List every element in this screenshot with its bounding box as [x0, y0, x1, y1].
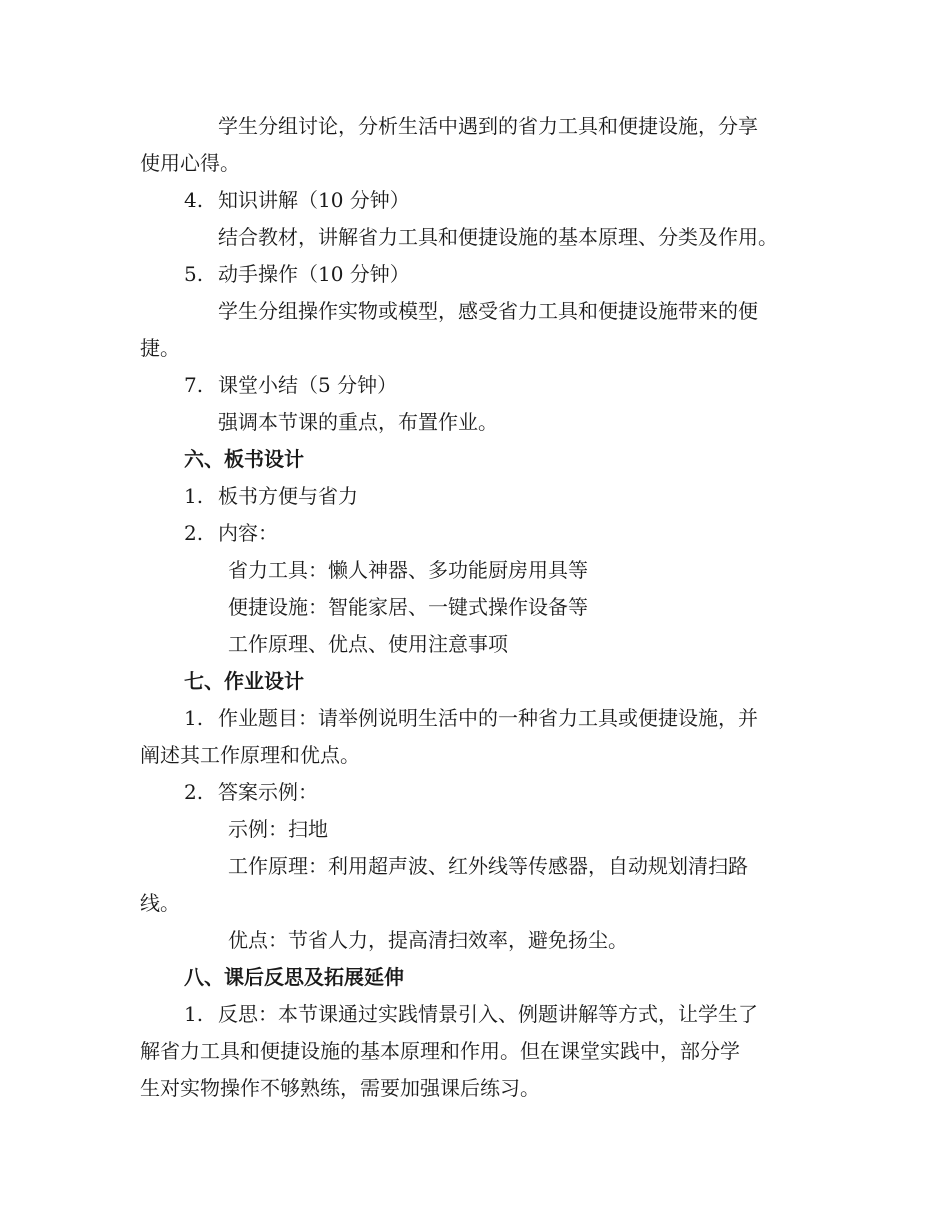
list-item-title: 板书方便与省力 — [218, 484, 358, 508]
paragraph-line — [0, 145, 950, 182]
body-text: 线。 — [140, 891, 180, 915]
body-text: 阐述其工作原理和优点。 — [140, 743, 360, 767]
body-text: 捷。 — [140, 336, 180, 360]
paragraph-line — [0, 626, 950, 663]
body-text: 优点：节省人力，提高清扫效率，避免扬尘。 — [228, 928, 628, 952]
list-item-title: 动手操作（10 分钟） — [218, 262, 410, 286]
list-item — [0, 182, 950, 219]
list-item — [0, 996, 950, 1033]
list-number: 1. — [184, 1002, 204, 1026]
body-text: 省力工具：懒人神器、多功能厨房用具等 — [228, 558, 588, 582]
body-text: 强调本节课的重点，布置作业。 — [218, 410, 498, 434]
list-item — [0, 700, 950, 737]
paragraph-line — [0, 737, 950, 774]
section-heading-text: 七、作业设计 — [184, 669, 304, 693]
list-number: 1. — [184, 484, 204, 508]
body-text: 学生分组操作实物或模型，感受省力工具和便捷设施带来的便 — [218, 299, 758, 323]
list-number: 7. — [184, 373, 204, 397]
body-text: 结合教材，讲解省力工具和便捷设施的基本原理、分类及作用。 — [218, 225, 778, 249]
list-item-title: 反思：本节课通过实践情景引入、例题讲解等方式，让学生了 — [218, 1002, 758, 1026]
list-number: 1. — [184, 706, 204, 730]
paragraph-line — [0, 811, 950, 848]
list-item — [0, 367, 950, 404]
paragraph-line — [0, 1070, 950, 1107]
paragraph-line — [0, 404, 950, 441]
section-heading-text: 六、板书设计 — [184, 447, 304, 471]
body-text: 工作原理、优点、使用注意事项 — [228, 632, 508, 656]
list-number: 5. — [184, 262, 204, 286]
paragraph-line — [0, 330, 950, 367]
list-item — [0, 515, 950, 552]
list-item — [0, 256, 950, 293]
list-item — [0, 478, 950, 515]
list-number: 2. — [184, 780, 204, 804]
list-item-title: 答案示例： — [218, 780, 318, 804]
body-text: 工作原理：利用超声波、红外线等传感器，自动规划清扫路 — [228, 854, 748, 878]
paragraph-line — [0, 219, 950, 256]
paragraph-line — [0, 885, 950, 922]
section-heading-text: 八、课后反思及拓展延伸 — [184, 965, 404, 989]
list-number: 4. — [184, 188, 204, 212]
list-item-title: 知识讲解（10 分钟） — [218, 188, 410, 212]
section-heading — [0, 663, 950, 700]
body-text: 示例：扫地 — [228, 817, 328, 841]
section-heading — [0, 441, 950, 478]
paragraph-line — [0, 552, 950, 589]
paragraph-line — [0, 848, 950, 885]
body-text: 生对实物操作不够熟练，需要加强课后练习。 — [140, 1076, 540, 1100]
body-text: 便捷设施：智能家居、一键式操作设备等 — [228, 595, 588, 619]
paragraph-line — [0, 108, 950, 145]
paragraph-line — [0, 1033, 950, 1070]
body-text: 学生分组讨论，分析生活中遇到的省力工具和便捷设施，分享 — [218, 114, 758, 138]
list-item-title: 作业题目：请举例说明生活中的一种省力工具或便捷设施，并 — [218, 706, 758, 730]
list-item — [0, 774, 950, 811]
list-item-title: 课堂小结（5 分钟） — [218, 373, 398, 397]
body-text: 使用心得。 — [140, 151, 240, 175]
section-heading — [0, 959, 950, 996]
list-item-title: 内容： — [218, 521, 278, 545]
paragraph-line — [0, 922, 950, 959]
list-number: 2. — [184, 521, 204, 545]
paragraph-line — [0, 293, 950, 330]
paragraph-line — [0, 589, 950, 626]
body-text: 解省力工具和便捷设施的基本原理和作用。但在课堂实践中，部分学 — [140, 1039, 740, 1063]
